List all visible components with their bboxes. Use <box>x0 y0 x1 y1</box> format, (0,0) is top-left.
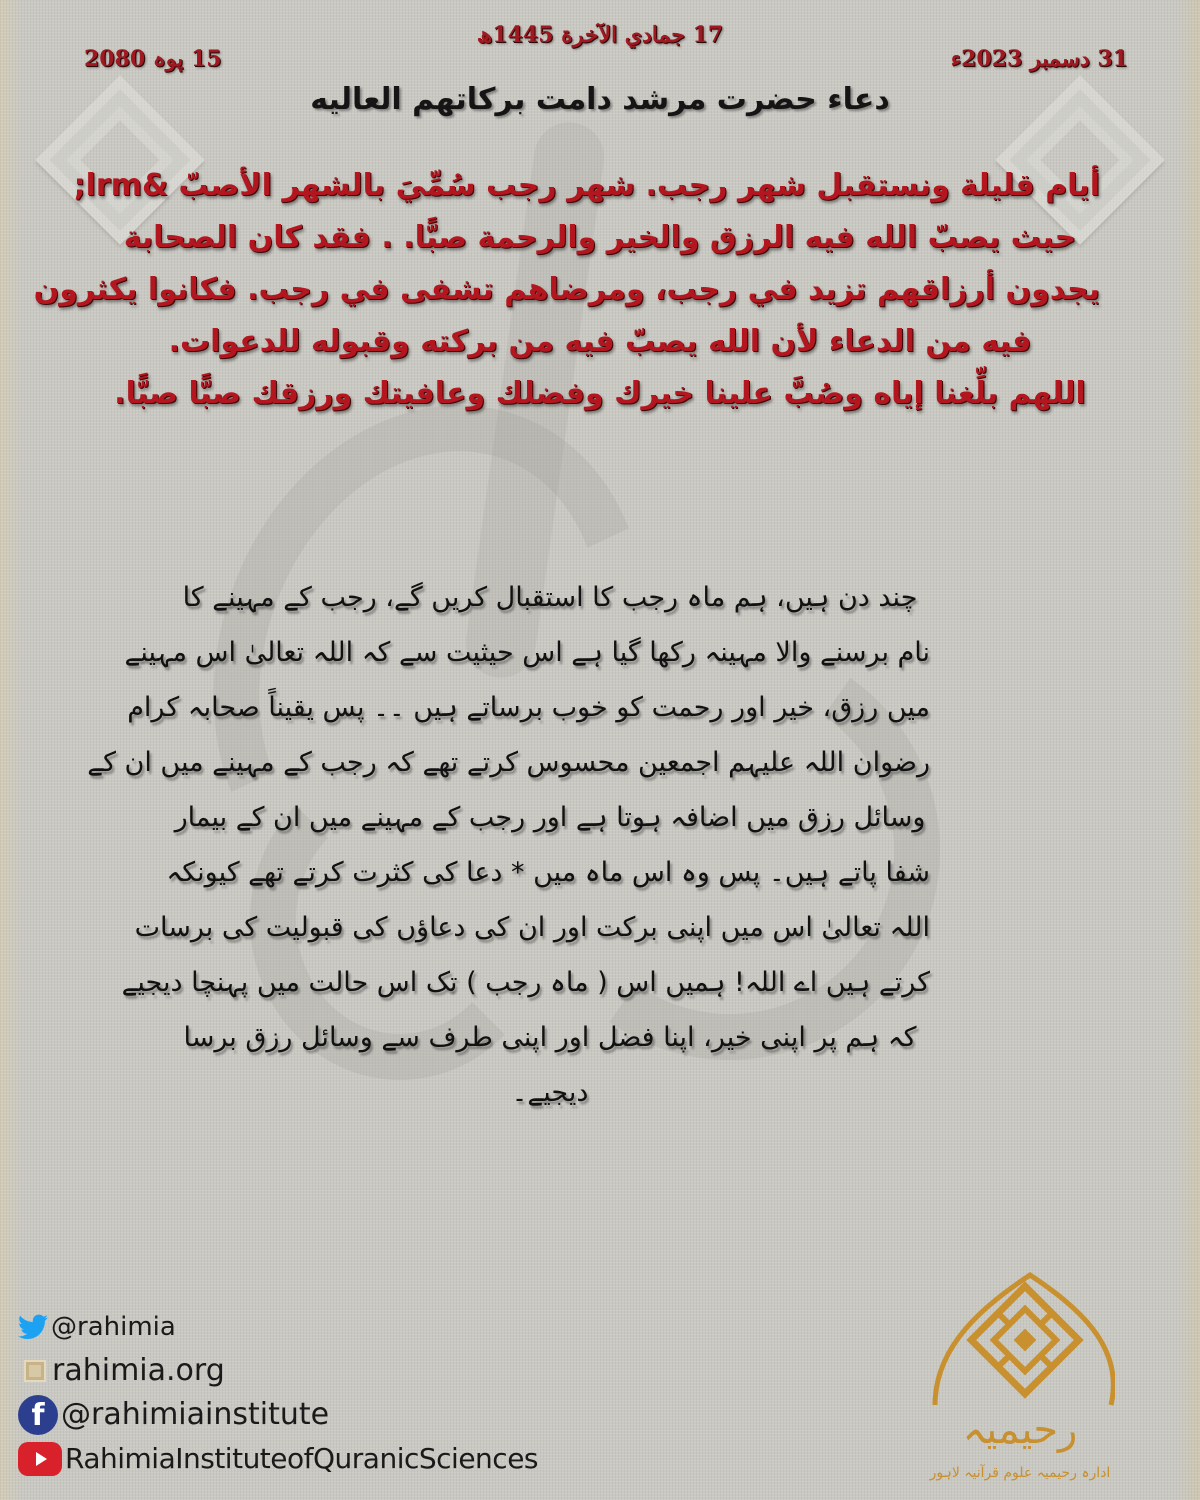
facebook-handle: @rahimiainstitute <box>61 1397 330 1432</box>
facebook-link[interactable] <box>18 1393 538 1437</box>
urdu-line: دیجیے۔ <box>511 1077 589 1108</box>
youtube-channel: RahimiaInstituteofQuranicSciences <box>65 1442 539 1475</box>
arabic-text-block <box>33 160 1100 420</box>
arabic-line: فيه من الدعاء لأن الله يصبّ فيه من بركته وقبوله للدعوات. <box>168 324 1032 359</box>
gregorian-date: 31 دسمبر 2023ء <box>950 46 1128 72</box>
urdu-line: نام برسنے والا مہینہ رکھا گیا ہے اس حیثیت سے کہ اللہ تعالیٰ اس مہینے <box>124 637 930 668</box>
urdu-line: کہ ہم پر اپنی خیر، اپنا فضل اور اپنی طرف سے وسائل رزق برسا <box>183 1022 917 1053</box>
urdu-text-block <box>87 570 930 1120</box>
youtube-link[interactable] <box>18 1437 538 1481</box>
twitter-link[interactable] <box>18 1305 538 1349</box>
bikrami-date: 15 پوہ 2080 <box>84 46 222 72</box>
arabic-line: أيام قليلة ونستقبل شهر رجب. شهر رجب سُمِّيَ بالشهر الأصبّ &lrm; <box>73 168 1100 203</box>
website-logo-icon <box>24 1360 46 1382</box>
arabic-line: اللهم بلِّغنا إياه وصُبَّ علينا خيرك وفضلك وعافيتك ورزقك صبًّا صبًّا. <box>114 376 1086 411</box>
twitter-handle: @rahimia <box>51 1312 176 1342</box>
page-title: دعاء حضرت مرشد دامت برکاتهم العاليه <box>310 82 890 117</box>
urdu-line: شفا پاتے ہیں۔ پس وہ اس ماہ میں * دعا کی کثرت کرتے تھے کیونکہ <box>166 857 930 888</box>
urdu-line: میں رزق، خیر اور رحمت کو خوب برساتے ہیں ۔۔ پس یقیناً صحابہ کرام <box>127 692 930 723</box>
urdu-line: وسائل رزق میں اضافہ ہوتا ہے اور رجب کے مہینے میں ان کے بیمار <box>174 802 926 833</box>
urdu-line: چند دن ہیں، ہم ماہ رجب کا استقبال کریں گے، رجب کے مہینے کا <box>182 582 918 613</box>
youtube-icon <box>18 1442 62 1476</box>
logo-name: رحیمیہ <box>962 1407 1078 1453</box>
rahimia-logo <box>915 1265 1115 1495</box>
social-links <box>18 1305 538 1481</box>
arabic-line: حيث يصبّ الله فيه الرزق والخير والرحمة صبًّا. . فقد كان الصحابة <box>123 220 1077 255</box>
arabic-line: يجدون أرزاقهم تزيد في رجب، ومرضاهم تشفى في رجب. فكانوا يكثرون <box>33 272 1100 307</box>
website-link[interactable] <box>18 1349 538 1393</box>
urdu-line: اللہ تعالیٰ اس میں اپنی برکت اور ان کی دعاؤں کی قبولیت کی برسات <box>134 912 930 943</box>
facebook-icon: f <box>18 1395 58 1435</box>
website-url: rahimia.org <box>52 1353 225 1388</box>
urdu-line: کرتے ہیں اے اللہ! ہمیں اس ( ماہ رجب ) تک اس حالت میں پہنچا دیجیے <box>121 967 930 998</box>
twitter-bird-icon <box>18 1314 48 1340</box>
hijri-date: 17 جمادي الآخرة 1445ھ <box>476 22 724 48</box>
urdu-line: رضوان اللہ علیہم اجمعین محسوس کرتے تھے کہ رجب کے مہینے میں ان کے <box>87 747 930 778</box>
logo-subtitle: ادارہ رحیمیہ علوم قرآنیہ لاہور <box>929 1465 1111 1481</box>
